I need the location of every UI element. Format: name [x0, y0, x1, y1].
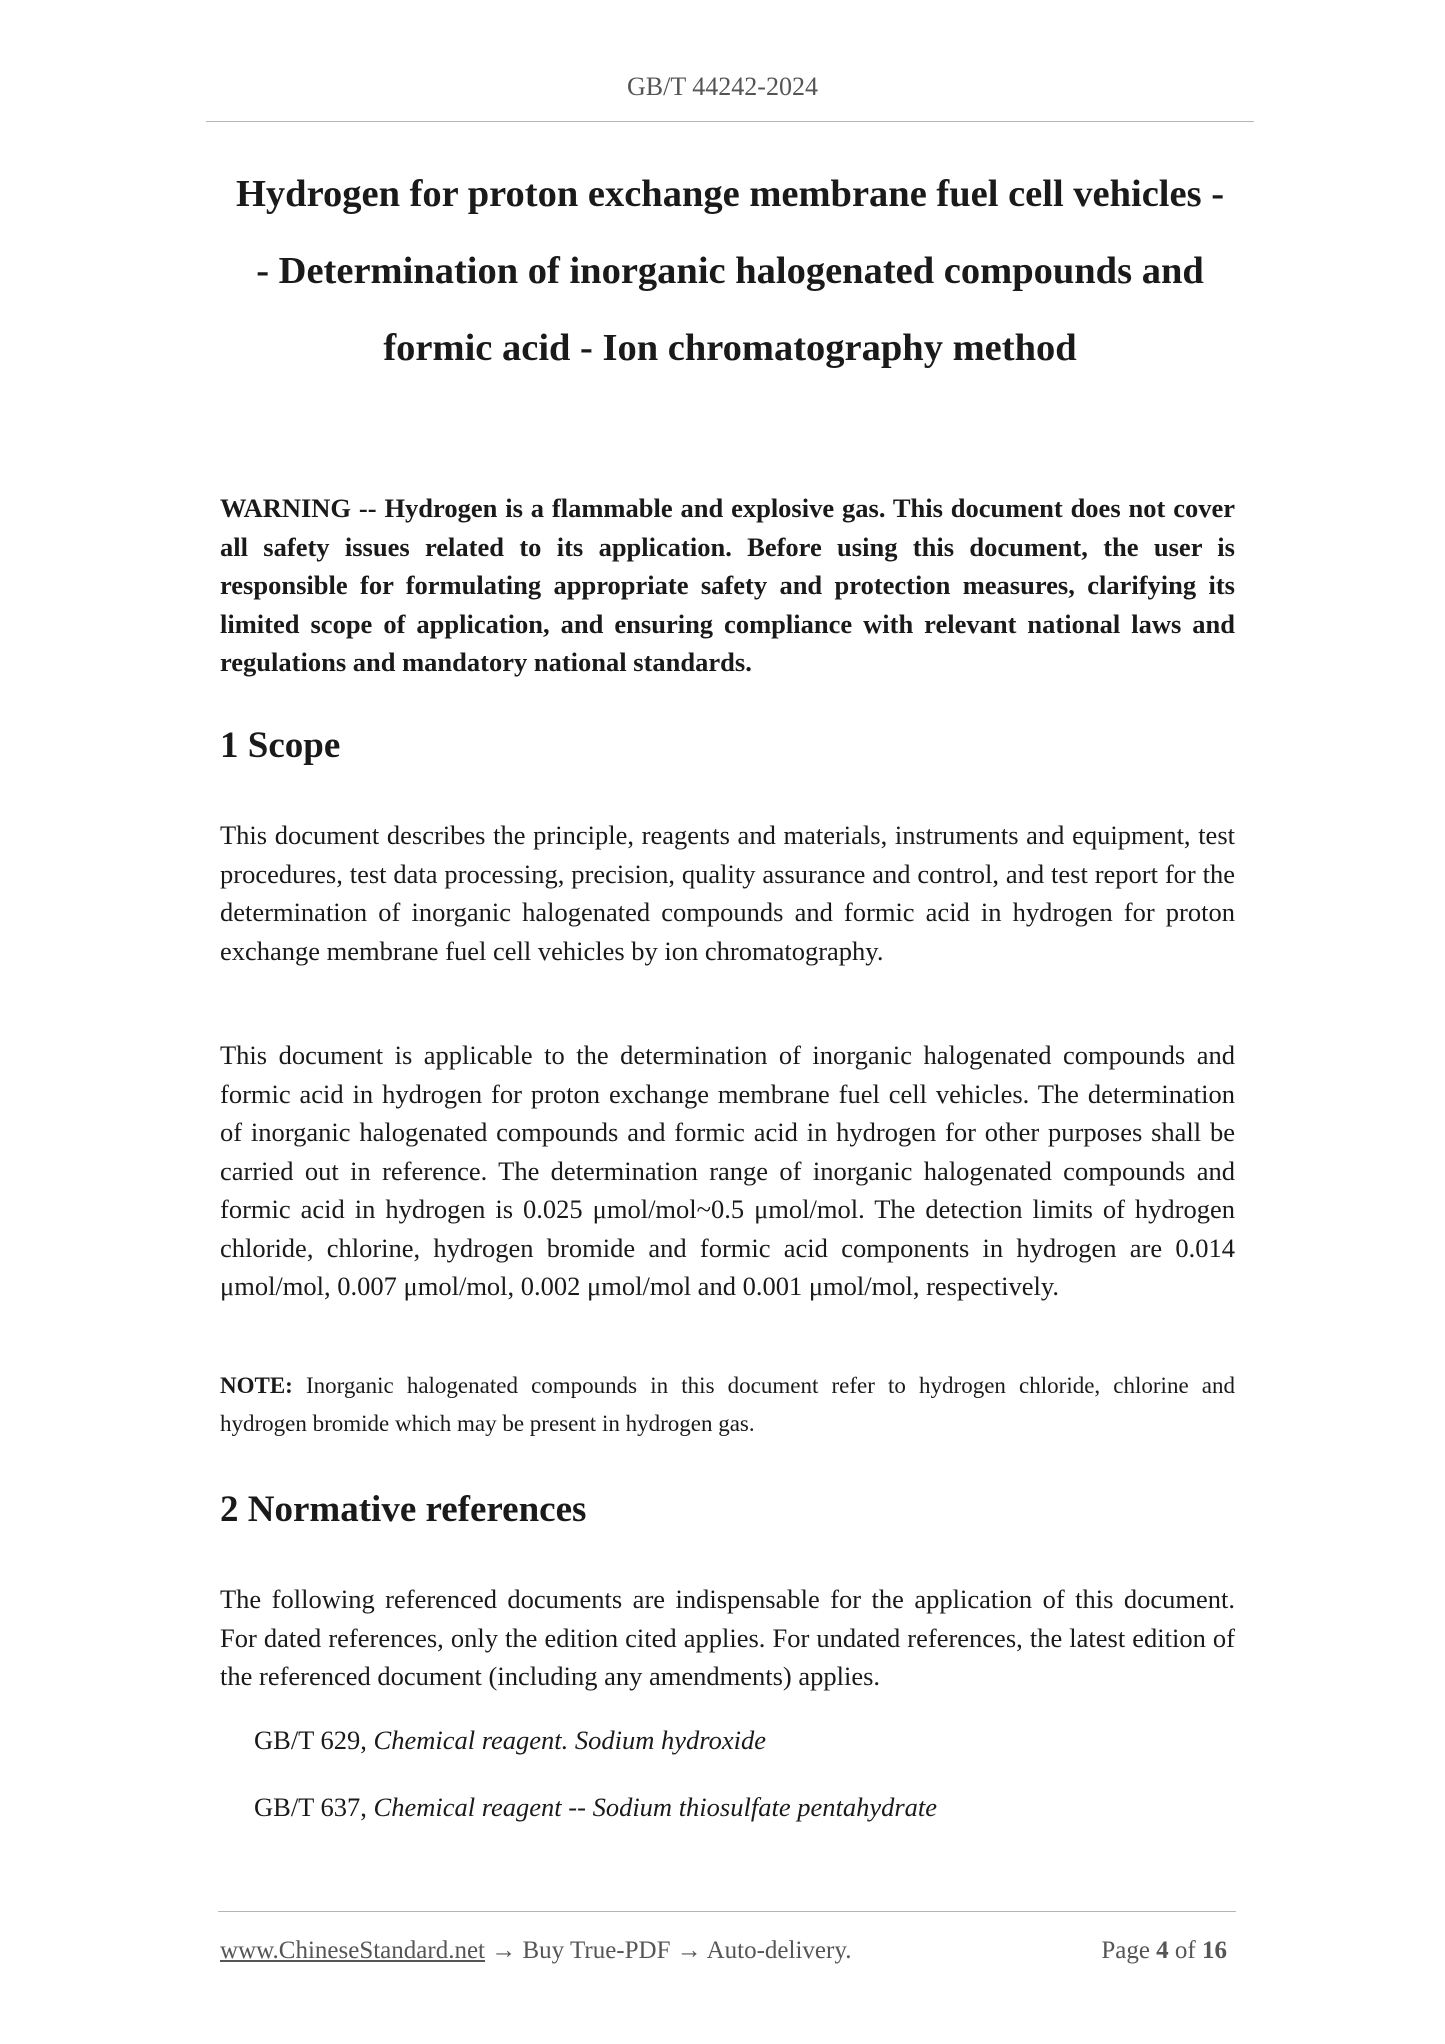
reference-title: Chemical reagent. Sodium hydroxide [373, 1725, 767, 1755]
footer-promo-text: → Buy True-PDF → Auto-delivery. [485, 1937, 852, 1964]
scope-note [220, 1367, 1235, 1443]
header-rule [206, 121, 1254, 122]
note-text: Inorganic halogenated compounds in this document refer to hydrogen chloride, chlorine and hydrogen bromide which may be present in hydrogen gas. [220, 1373, 1235, 1436]
title-line: Hydrogen for proton exchange membrane fuel cell vehicles - [235, 173, 1225, 215]
reference-code: GB/T 629, [254, 1725, 374, 1755]
scope-paragraph-2: This document is applicable to the determination of inorganic halogenated compounds and formic acid in hydrogen for proton exchange membrane fuel cell vehicles. The determination of inorganic halogenated compounds and formic acid in hydrogen for other purposes shall be carried out in reference. The determination range of inorganic halogenated compounds and formic acid in hydrogen is 0.025 μmol/mol~0.5 μmol/mol. The detection limits of hydrogen chloride, chlorine, hydrogen bromide and formic acid components in hydrogen are 0.014 μmol/mol, 0.007 μmol/mol, 0.002 μmol/mol and 0.001 μmol/mol, respectively. [220, 1040, 1235, 1301]
website-link[interactable]: www.ChineseStandard.net [220, 1937, 485, 1964]
section-heading-normative-references: 2 Normative references [220, 1489, 587, 1530]
page-number [1101, 1937, 1227, 1965]
page-total: 16 [1202, 1937, 1227, 1964]
scope-paragraph-1: This document describes the principle, reagents and materials, instruments and equipment, test procedures, test data processing, precision, quality assurance and control, and test report for the determination of inorganic halogenated compounds and formic acid in hydrogen for proton exchange membrane fuel cell vehicles by ion chromatography. [220, 820, 1235, 966]
title-line: - Determination of inorganic halogenated compounds and [256, 250, 1204, 292]
reference-title: Chemical reagent -- Sodium thiosulfate pentahydrate [373, 1792, 938, 1822]
page-current: 4 [1156, 1937, 1169, 1964]
note-label: NOTE: [220, 1373, 293, 1398]
running-head: GB/T 44242-2024 [627, 72, 818, 101]
references-intro-paragraph: The following referenced documents are indispensable for the application of this document. For dated references, only the edition cited applies. For undated references, the latest edition of the referenced document (including any amendments) applies. [220, 1584, 1235, 1691]
reference-item [254, 1725, 766, 1756]
section-heading-scope: 1 Scope [220, 725, 341, 766]
title-line: formic acid - Ion chromatography method [383, 327, 1077, 369]
document-title [206, 156, 1254, 387]
page-label: Page [1101, 1937, 1157, 1964]
reference-item [254, 1792, 937, 1823]
reference-code: GB/T 637, [254, 1792, 374, 1822]
warning-paragraph: WARNING -- Hydrogen is a flammable and explosive gas. This document does not cover all safety issues related to its application. Before using this document, the user is responsible for formulating appropriate safety and protection measures, clarifying its limited scope of application, and ensuring compliance with relevant national laws and regulations and mandatory national standards. [220, 493, 1235, 677]
footer-promo [220, 1937, 851, 1965]
page-of: of [1168, 1937, 1202, 1964]
footer-rule [218, 1911, 1236, 1912]
